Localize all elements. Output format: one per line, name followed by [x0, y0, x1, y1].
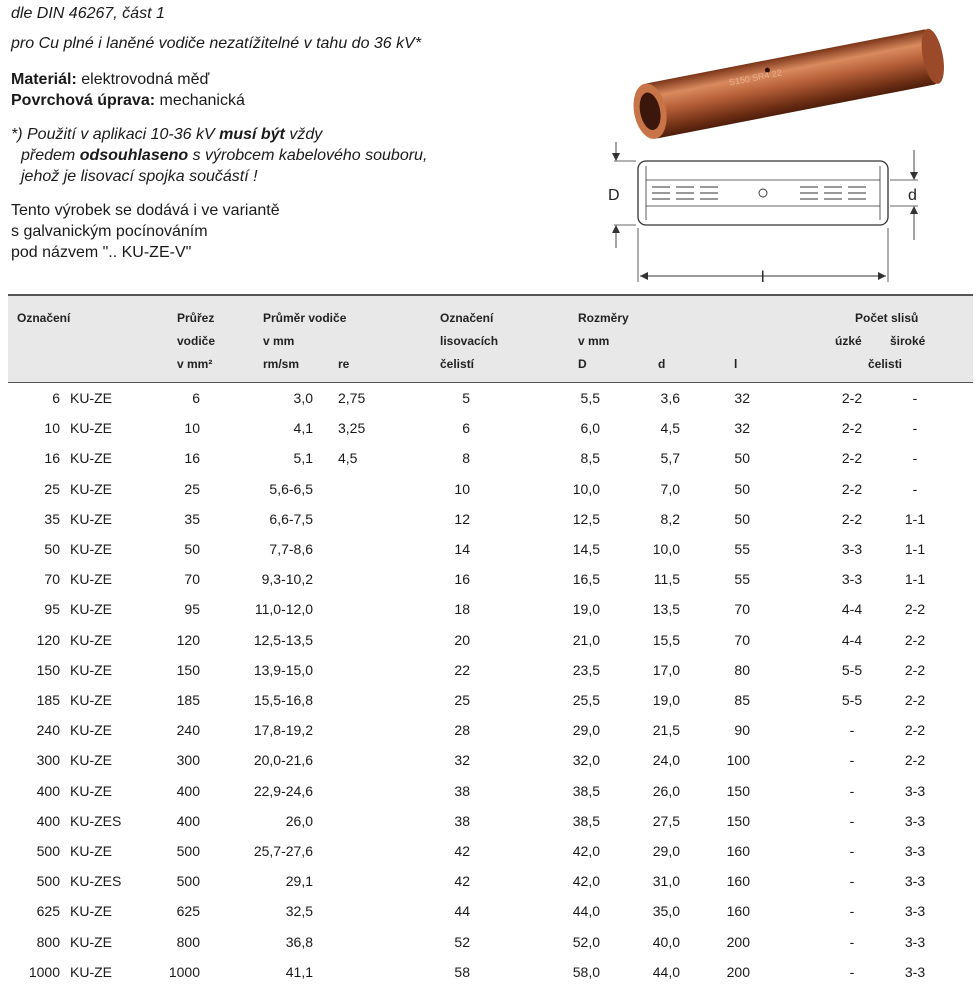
table-row — [0, 541, 979, 571]
cell-siroke: 1-1 — [904, 571, 926, 588]
cell-D: 42,0 — [572, 843, 600, 859]
cell-prumer-rmsm: 32,5 — [285, 903, 313, 920]
material-line — [11, 69, 611, 90]
cell-d: 19,0 — [652, 692, 680, 708]
table-header-rule — [8, 382, 973, 383]
cell-prumer-rmsm: 17,8-19,2 — [253, 722, 313, 739]
cell-oznaceni-typ: KU-ZE — [70, 903, 112, 920]
cell-l: 32 — [734, 390, 750, 406]
cell-oznaceni-typ: KU-ZE — [70, 571, 112, 588]
header-celisti: čelistí — [440, 357, 475, 371]
cell-uzke: - — [849, 903, 855, 920]
cell-oznaceni-cislo: 500 — [36, 873, 60, 890]
note-line-1 — [11, 124, 611, 145]
cell-l: 150 — [726, 812, 750, 829]
cell-prurez: 400 — [176, 812, 200, 829]
cell-prumer-rmsm: 12,5-13,5 — [253, 631, 313, 648]
cell-prurez: 1000 — [168, 963, 200, 980]
cell-prurez: 10 — [184, 420, 200, 437]
material-value: elektrovodná měď — [76, 71, 210, 88]
cell-oznaceni-cislo: 400 — [36, 782, 60, 799]
cell-prumer-re: 3,25 — [338, 420, 366, 437]
sleeve-marking: S150 SR4 22 — [728, 67, 783, 88]
header-vodice: vodiče — [177, 334, 216, 348]
cell-D: 6,0 — [580, 420, 600, 437]
table-row — [0, 390, 979, 420]
cell-celisti: 42 — [454, 873, 470, 890]
cell-celisti: 12 — [454, 510, 470, 527]
cell-oznaceni-typ: KU-ZE — [70, 933, 112, 950]
cell-D: 8,5 — [580, 450, 600, 467]
header-vmm2: v mm² — [177, 357, 213, 371]
cell-prumer-rmsm: 36,8 — [285, 933, 313, 950]
copper-sleeve-photo — [615, 22, 960, 140]
cell-oznaceni-cislo: 70 — [44, 571, 60, 588]
cell-oznaceni-typ: KU-ZE — [70, 843, 112, 859]
cell-d: 10,0 — [652, 541, 680, 557]
header-l: l — [734, 357, 738, 371]
cell-uzke: - — [849, 843, 855, 859]
application-line: pro Cu plné i laněné vodiče nezatížitelné v tahu do 36 kV* — [11, 35, 422, 52]
table-row — [0, 450, 979, 480]
cell-oznaceni-cislo: 1000 — [28, 963, 60, 980]
table-row — [0, 964, 979, 994]
header-re: re — [338, 357, 350, 371]
cell-oznaceni-cislo: 120 — [36, 631, 60, 648]
cell-uzke: - — [849, 812, 855, 829]
table-row — [0, 934, 979, 964]
cell-prumer-rmsm: 9,3-10,2 — [261, 571, 313, 588]
table-row — [0, 632, 979, 662]
cell-oznaceni-typ: KU-ZE — [70, 692, 112, 708]
table-row — [0, 601, 979, 631]
cell-d: 31,0 — [652, 873, 680, 890]
cell-prurez: 25 — [184, 480, 200, 497]
cell-l: 55 — [734, 571, 750, 588]
table-row — [0, 903, 979, 933]
label-d: d — [908, 187, 917, 204]
cell-oznaceni-typ: KU-ZE — [70, 661, 112, 678]
cell-D: 12,5 — [572, 510, 600, 527]
cell-siroke: 3-3 — [904, 873, 926, 890]
cell-celisti: 16 — [454, 571, 470, 588]
cell-prurez: 150 — [176, 661, 200, 678]
table-row — [0, 783, 979, 813]
table-row — [0, 873, 979, 903]
header-D: D — [578, 357, 587, 371]
table-row — [0, 420, 979, 450]
cell-oznaceni-cislo: 300 — [36, 752, 60, 769]
cell-siroke: 2-2 — [904, 661, 926, 678]
header-rozm-vmm: v mm — [578, 334, 610, 348]
cell-l: 200 — [726, 963, 750, 980]
cell-l: 55 — [734, 541, 750, 557]
surface-line — [11, 90, 611, 111]
cell-D: 21,0 — [572, 631, 600, 648]
cell-uzke: 2-2 — [841, 390, 863, 406]
header-oznaceni: Označení — [17, 311, 71, 325]
cell-D: 38,5 — [572, 812, 600, 829]
cell-celisti: 42 — [454, 843, 470, 859]
cell-oznaceni-cislo: 400 — [36, 812, 60, 829]
cell-d: 7,0 — [660, 480, 680, 497]
cell-prurez: 120 — [176, 631, 200, 648]
cell-prurez: 185 — [176, 692, 200, 708]
cell-oznaceni-cislo: 50 — [44, 541, 60, 557]
cell-uzke: 2-2 — [841, 480, 863, 497]
note-line-2 — [11, 145, 611, 166]
cell-prurez: 500 — [176, 843, 200, 859]
cell-uzke: 4-4 — [841, 631, 863, 648]
cell-prumer-rmsm: 15,5-16,8 — [253, 692, 313, 708]
cell-prurez: 16 — [184, 450, 200, 467]
cell-l: 200 — [726, 933, 750, 950]
cell-d: 44,0 — [652, 963, 680, 980]
cell-prurez: 70 — [184, 571, 200, 588]
cell-uzke: 3-3 — [841, 541, 863, 557]
cell-celisti: 10 — [454, 480, 470, 497]
cell-celisti: 22 — [454, 661, 470, 678]
cell-l: 150 — [726, 782, 750, 799]
cell-siroke: 1-1 — [904, 541, 926, 557]
surface-label: Povrchová úprava: — [11, 92, 156, 109]
cell-siroke: 3-3 — [904, 903, 926, 920]
cell-prumer-rmsm: 6,6-7,5 — [269, 510, 313, 527]
cell-D: 5,5 — [580, 390, 600, 406]
cell-D: 19,0 — [572, 601, 600, 618]
cell-oznaceni-typ: KU-ZE — [70, 631, 112, 648]
cell-d: 5,7 — [660, 450, 680, 467]
header-prurez: Průřez — [177, 311, 215, 325]
cell-prurez: 95 — [184, 601, 200, 618]
cell-celisti: 18 — [454, 601, 470, 618]
cell-siroke: 2-2 — [904, 631, 926, 648]
cell-l: 90 — [734, 722, 750, 739]
variant-line-1: Tento výrobek se dodává i ve variantě — [11, 202, 280, 219]
cell-l: 70 — [734, 601, 750, 618]
cell-D: 42,0 — [572, 873, 600, 890]
cell-d: 4,5 — [660, 420, 680, 437]
cell-oznaceni-cislo: 16 — [44, 450, 60, 467]
cell-d: 8,2 — [660, 510, 680, 527]
dimension-drawing — [600, 140, 960, 290]
cell-l: 160 — [726, 903, 750, 920]
header-pocet-celisti: čelisti — [868, 357, 903, 371]
cell-uzke: 2-2 — [841, 450, 863, 467]
cell-oznaceni-typ: KU-ZE — [70, 450, 112, 467]
cell-prurez: 400 — [176, 782, 200, 799]
cell-celisti: 44 — [454, 903, 470, 920]
surface-value: mechanická — [155, 92, 245, 109]
cell-D: 38,5 — [572, 782, 600, 799]
cell-siroke: - — [912, 450, 918, 467]
cell-prumer-rmsm: 5,1 — [293, 450, 313, 467]
intro-text — [11, 0, 611, 263]
header-prumer: Průměr vodiče — [263, 311, 347, 325]
cell-d: 3,6 — [660, 390, 680, 406]
cell-siroke: 3-3 — [904, 812, 926, 829]
header-cel-oznaceni: Označení — [440, 311, 494, 325]
cell-oznaceni-cislo: 10 — [44, 420, 60, 437]
cell-oznaceni-cislo: 150 — [36, 661, 60, 678]
cell-oznaceni-typ: KU-ZE — [70, 963, 112, 980]
cell-uzke: - — [849, 782, 855, 799]
cell-l: 100 — [726, 752, 750, 769]
cell-D: 44,0 — [572, 903, 600, 920]
cell-siroke: 3-3 — [904, 843, 926, 859]
table-row — [0, 481, 979, 511]
cell-uzke: - — [849, 963, 855, 980]
cell-oznaceni-cislo: 35 — [44, 510, 60, 527]
cell-prumer-rmsm: 25,7-27,6 — [253, 843, 313, 859]
cell-oznaceni-typ: KU-ZE — [70, 480, 112, 497]
cell-siroke: 2-2 — [904, 601, 926, 618]
cell-uzke: - — [849, 933, 855, 950]
cell-prurez: 35 — [184, 510, 200, 527]
cell-D: 14,5 — [572, 541, 600, 557]
table-row — [0, 692, 979, 722]
standard-line: dle DIN 46267, část 1 — [11, 5, 165, 22]
cell-celisti: 5 — [462, 390, 470, 406]
cell-oznaceni-typ: KU-ZE — [70, 541, 112, 557]
header-siroke: široké — [890, 334, 926, 348]
cell-siroke: 3-3 — [904, 933, 926, 950]
cell-oznaceni-cislo: 240 — [36, 722, 60, 739]
cell-celisti: 25 — [454, 692, 470, 708]
cell-D: 10,0 — [572, 480, 600, 497]
cell-d: 35,0 — [652, 903, 680, 920]
table-row — [0, 511, 979, 541]
cell-l: 85 — [734, 692, 750, 708]
variant-line-2: s galvanickým pocínováním — [11, 223, 208, 240]
cell-uzke: 2-2 — [841, 420, 863, 437]
cell-siroke: 3-3 — [904, 782, 926, 799]
cell-oznaceni-typ: KU-ZE — [70, 390, 112, 406]
cell-celisti: 20 — [454, 631, 470, 648]
cell-uzke: - — [849, 873, 855, 890]
table-row — [0, 813, 979, 843]
cell-prumer-rmsm: 20,0-21,6 — [253, 752, 313, 769]
cell-uzke: - — [849, 722, 855, 739]
cell-d: 26,0 — [652, 782, 680, 799]
cell-celisti: 52 — [454, 933, 470, 950]
cell-d: 15,5 — [652, 631, 680, 648]
header-prumer-vmm: v mm — [263, 334, 295, 348]
cell-oznaceni-typ: KU-ZE — [70, 601, 112, 618]
cell-oznaceni-typ: KU-ZE — [70, 510, 112, 527]
cell-siroke: 1-1 — [904, 510, 926, 527]
table-row — [0, 843, 979, 873]
header-uzke: úzké — [835, 334, 862, 348]
cell-d: 13,5 — [652, 601, 680, 618]
cell-oznaceni-typ: KU-ZE — [70, 782, 112, 799]
table-row — [0, 752, 979, 782]
cell-prurez: 300 — [176, 752, 200, 769]
note-text-f: s výrobcem kabelového souboru, — [188, 147, 428, 164]
cell-D: 58,0 — [572, 963, 600, 980]
cell-celisti: 58 — [454, 963, 470, 980]
cell-prumer-rmsm: 11,0-12,0 — [254, 601, 313, 618]
cell-siroke: 3-3 — [904, 963, 926, 980]
cell-oznaceni-cislo: 800 — [36, 933, 60, 950]
cell-uzke: - — [849, 752, 855, 769]
cell-prumer-rmsm: 4,1 — [293, 420, 313, 437]
cell-oznaceni-cislo: 500 — [36, 843, 60, 859]
note-text-c: vždy — [284, 126, 323, 143]
cell-l: 32 — [734, 420, 750, 437]
cell-D: 23,5 — [572, 661, 600, 678]
cell-prurez: 500 — [176, 873, 200, 890]
cell-d: 40,0 — [652, 933, 680, 950]
header-pocet-slisu: Počet slisů — [855, 311, 919, 325]
cell-D: 52,0 — [572, 933, 600, 950]
cell-prurez: 800 — [176, 933, 200, 950]
cell-l: 50 — [734, 450, 750, 467]
header-lisovacich: lisovacích — [440, 334, 499, 348]
cell-siroke: - — [912, 390, 918, 406]
cell-oznaceni-cislo: 185 — [36, 692, 60, 708]
cell-d: 11,5 — [653, 571, 680, 588]
note-line-3: jehož je lisovací spojka součástí ! — [21, 168, 258, 185]
cell-prumer-rmsm: 13,9-15,0 — [253, 661, 313, 678]
cell-uzke: 4-4 — [841, 601, 863, 618]
cell-siroke: - — [912, 480, 918, 497]
cell-d: 21,5 — [652, 722, 680, 739]
variant-line-3: pod názvem ".. KU-ZE-V" — [11, 244, 192, 261]
cell-D: 25,5 — [572, 692, 600, 708]
table-row — [0, 571, 979, 601]
cell-prumer-rmsm: 22,9-24,6 — [253, 782, 313, 799]
cell-prumer-rmsm: 29,1 — [285, 873, 313, 890]
cell-prurez: 240 — [176, 722, 200, 739]
cell-l: 70 — [734, 631, 750, 648]
cell-siroke: 2-2 — [904, 692, 926, 708]
cell-d: 24,0 — [652, 752, 680, 769]
cell-oznaceni-typ: KU-ZE — [70, 722, 112, 739]
cell-uzke: 3-3 — [841, 571, 863, 588]
cell-prumer-rmsm: 41,1 — [285, 963, 313, 980]
note-text-d: předem — [21, 147, 80, 164]
cell-uzke: 5-5 — [841, 661, 863, 678]
cell-d: 27,5 — [652, 812, 680, 829]
cell-oznaceni-cislo: 95 — [44, 601, 60, 618]
cell-prumer-rmsm: 3,0 — [293, 390, 313, 406]
cell-l: 80 — [734, 661, 750, 678]
label-l: l — [761, 269, 765, 286]
cell-d: 29,0 — [652, 843, 680, 859]
header-d: d — [658, 357, 666, 371]
cell-prurez: 6 — [192, 390, 200, 406]
table-row — [0, 722, 979, 752]
table-row — [0, 662, 979, 692]
note-emphasis-a: musí být — [219, 126, 285, 143]
material-label: Materiál: — [11, 71, 77, 88]
cell-l: 160 — [726, 843, 750, 859]
cell-l: 160 — [726, 873, 750, 890]
cell-D: 32,0 — [572, 752, 600, 769]
cell-celisti: 6 — [462, 420, 470, 437]
cell-celisti: 32 — [454, 752, 470, 769]
cell-celisti: 38 — [454, 782, 470, 799]
cell-siroke: - — [912, 420, 918, 437]
cell-prumer-re: 4,5 — [338, 450, 358, 467]
header-rmsm: rm/sm — [263, 357, 300, 371]
cell-d: 17,0 — [652, 661, 680, 678]
cell-siroke: 2-2 — [904, 752, 926, 769]
cell-prumer-rmsm: 5,6-6,5 — [269, 480, 313, 497]
cell-uzke: 5-5 — [841, 692, 863, 708]
cell-celisti: 38 — [454, 812, 470, 829]
cell-celisti: 8 — [462, 450, 470, 467]
note-emphasis-b: odsouhlaseno — [79, 147, 189, 164]
cell-oznaceni-typ: KU-ZES — [70, 873, 122, 890]
cell-l: 50 — [734, 480, 750, 497]
cell-prurez: 625 — [176, 903, 200, 920]
cell-siroke: 2-2 — [904, 722, 926, 739]
cell-uzke: 2-2 — [841, 510, 863, 527]
cell-D: 16,5 — [572, 571, 600, 588]
cell-celisti: 14 — [454, 541, 470, 557]
cell-oznaceni-typ: KU-ZES — [70, 812, 122, 829]
cell-l: 50 — [734, 510, 750, 527]
cell-prumer-rmsm: 7,7-8,6 — [269, 541, 313, 557]
cell-prumer-rmsm: 26,0 — [285, 812, 313, 829]
cell-prurez: 50 — [184, 541, 200, 557]
cell-oznaceni-cislo: 25 — [44, 480, 60, 497]
label-D: D — [608, 187, 620, 204]
cell-celisti: 28 — [454, 722, 470, 739]
cell-oznaceni-cislo: 625 — [36, 903, 60, 920]
cell-oznaceni-cislo: 6 — [52, 390, 60, 406]
cell-oznaceni-typ: KU-ZE — [70, 752, 112, 769]
cell-D: 29,0 — [572, 722, 600, 739]
note-text-a: *) Použití v aplikaci 10-36 kV — [11, 126, 220, 143]
cell-oznaceni-typ: KU-ZE — [70, 420, 112, 437]
header-rozmery: Rozměry — [578, 311, 629, 325]
cell-prumer-re: 2,75 — [338, 390, 366, 406]
